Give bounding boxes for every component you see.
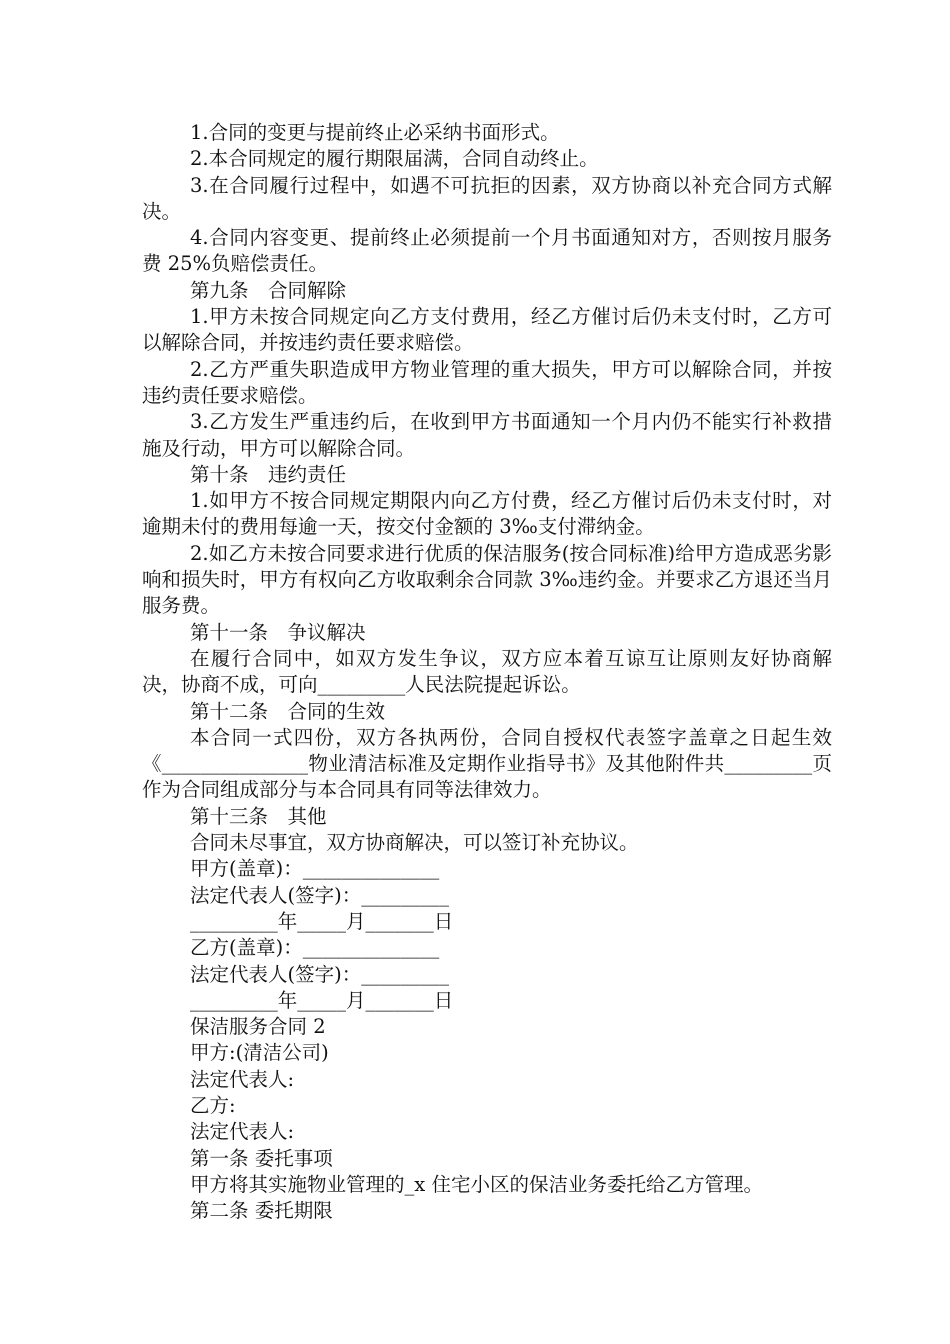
article-heading: 第九条 合同解除 bbox=[190, 278, 347, 302]
clause-paragraph: 1.合同的变更与提前终止必采纳书面形式。 bbox=[190, 121, 560, 144]
clause-paragraph: 1.甲方未按合同规定向乙方支付费用，经乙方催讨后仍未支付时，乙方可以解除合同，并按违约责任要求赔偿。 bbox=[142, 305, 832, 355]
party-line: 法定代表人: bbox=[190, 1067, 295, 1091]
clause-paragraph: 合同未尽事宜，双方协商解决，可以签订补充协议。 bbox=[190, 831, 639, 855]
clause-paragraph: 1.如甲方不按合同规定期限内向乙方付费，经乙方催讨后仍未支付时，对逾期未付的费用每逾一天，按交付金额的 3‰支付滞纳金。 bbox=[142, 489, 832, 539]
clause-paragraph: 4.合同内容变更、提前终止必须提前一个月书面通知对方，否则按月服务费 25%负赔偿责任。 bbox=[142, 226, 832, 276]
clause-paragraph: 2.乙方严重失职造成甲方物业管理的重大损失，甲方可以解除合同，并按违约责任要求赔偿。 bbox=[142, 357, 832, 407]
signature-line-party-a: 甲方(盖章)：______________ bbox=[190, 857, 440, 881]
article-heading: 第十三条 其他 bbox=[190, 804, 327, 828]
article-heading: 第一条 委托事项 bbox=[190, 1146, 333, 1170]
signature-line-rep-b: 法定代表人(签字)：_________ bbox=[190, 962, 449, 986]
signature-line-party-b: 乙方(盖章)：______________ bbox=[190, 936, 440, 960]
article-heading: 第十一条 争议解决 bbox=[190, 620, 366, 644]
party-line: 甲方:(清洁公司) bbox=[190, 1041, 329, 1065]
clause-paragraph: 2.如乙方未按合同要求进行优质的保洁服务(按合同标准)给甲方造成恶劣影响和损失时，甲方有权向乙方收取剩余合同款 3‰违约金。并要求乙方退还当月服务费。 bbox=[142, 541, 832, 618]
party-line: 乙方: bbox=[190, 1093, 236, 1117]
clause-paragraph: 本合同一式四份，双方各执两份，合同自授权代表签字盖章之日起生效《_______________物业清洁标准及定期作业指导书》及其他附件共_________页作为合同组成部分与本合同具有同等法律效力。 bbox=[142, 725, 832, 802]
clause-paragraph: 在履行合同中，如双方发生争议，双方应本着互谅互让原则友好协商解决，协商不成，可向_________人民法院提起诉讼。 bbox=[142, 646, 832, 697]
signature-line-rep-a: 法定代表人(签字)：_________ bbox=[190, 883, 449, 907]
clause-paragraph: 3.在合同履行过程中，如遇不可抗拒的因素，双方协商以补充合同方式解决。 bbox=[142, 173, 832, 223]
clause-paragraph: 甲方将其实施物业管理的_x 住宅小区的保洁业务委托给乙方管理。 bbox=[190, 1172, 763, 1196]
party-line: 法定代表人: bbox=[190, 1120, 295, 1144]
article-heading: 第二条 委托期限 bbox=[190, 1199, 333, 1223]
clause-paragraph: 3.乙方发生严重违约后，在收到甲方书面通知一个月内仍不能实行补救措施及行动，甲方可以解除合同。 bbox=[142, 410, 832, 460]
document-body bbox=[142, 120, 832, 1224]
article-heading: 第十二条 合同的生效 bbox=[190, 699, 386, 723]
contract-title: 保洁服务合同 2 bbox=[190, 1015, 326, 1039]
clause-paragraph: 2.本合同规定的履行期限届满，合同自动终止。 bbox=[190, 147, 599, 171]
article-heading: 第十条 违约责任 bbox=[190, 462, 347, 486]
date-line-b: _________年_____月_______日 bbox=[190, 988, 454, 1012]
date-line-a: _________年_____月_______日 bbox=[190, 909, 454, 933]
